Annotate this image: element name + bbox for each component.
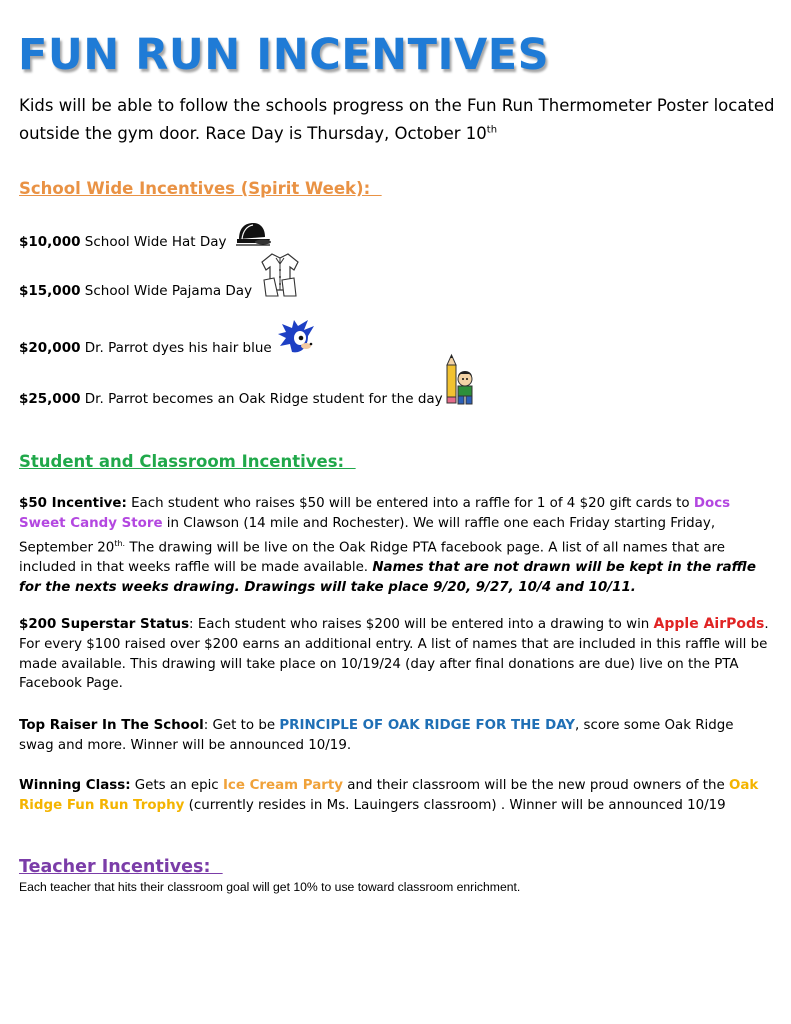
tier-10000	[19, 234, 227, 250]
date-superscript: th.	[114, 538, 126, 548]
prize-name: Apple AirPods	[653, 616, 765, 632]
tier-text: Dr. Parrot becomes an Oak Ridge student for the day	[80, 391, 443, 407]
ice-cream-party: Ice Cream Party	[222, 778, 343, 793]
tier-amount: $20,000	[19, 340, 81, 356]
pajama-icon	[258, 250, 302, 298]
blue-hedgehog-icon	[278, 320, 314, 354]
tier-15000	[19, 283, 252, 299]
paragraph-text: , score some Oak Ridge swag and more. Winner will be announced 10/19.	[19, 718, 734, 753]
paragraph-text: : Get to be	[203, 718, 280, 733]
raffle-note: Names that are not drawn will be kept in the raffle for the nexts weeks drawing. Drawings will take place 9/20, 9/27, 10/4 and 10/11.	[19, 559, 756, 595]
tier-amount: $25,000	[19, 391, 81, 407]
tier-text: School Wide Pajama Day	[80, 283, 253, 299]
student-heading: Student and Classroom Incentives:	[19, 452, 356, 471]
paragraph-text: and their classroom will be the new proud owners of the	[343, 778, 729, 793]
paragraph-text: in Clawson (14 mile and Rochester). We will raffle one each Friday starting Friday, September 20	[19, 515, 716, 556]
intro-text: Kids will be able to follow the schools progress on the Fun Run Thermometer Poster located outside the gym door. Race Day is Thursday, October 10	[19, 96, 775, 143]
teacher-text: Each teacher that hits their classroom goal will get 10% to use toward classroom enrichment.	[19, 880, 521, 894]
page-title: FUN RUN INCENTIVES	[18, 30, 550, 80]
tier-text: School Wide Hat Day	[80, 234, 227, 250]
tier-25000	[19, 391, 443, 407]
cap-icon	[234, 221, 272, 247]
incentive-label: Top Raiser In The School	[19, 718, 204, 733]
incentive-200-paragraph	[19, 615, 771, 694]
intro-superscript: th	[486, 124, 498, 136]
school-wide-heading: School Wide Incentives (Spirit Week):	[19, 179, 382, 198]
candy-store-name: Docs Sweet Candy Store	[19, 496, 731, 531]
incentive-label: $200 Superstar Status	[19, 617, 190, 632]
principal-highlight: PRINCIPLE OF OAK RIDGE FOR THE DAY	[279, 718, 575, 733]
trophy-name: Oak Ridge Fun Run Trophy	[19, 778, 759, 813]
top-raiser-paragraph	[19, 716, 771, 756]
paragraph-text: Each student who raises $50 will be entered into a raffle for 1 of 4 $20 gift cards to	[126, 496, 694, 511]
paragraph-text: (currently resides in Ms. Lauingers classroom) . Winner will be announced 10/19	[184, 797, 726, 813]
incentive-50-paragraph	[19, 494, 771, 597]
incentive-label: $50 Incentive:	[19, 496, 127, 511]
incentive-label: Winning Class:	[19, 778, 131, 793]
student-pencil-icon	[443, 353, 477, 407]
intro-paragraph	[19, 92, 779, 148]
paragraph-text: . For every $100 raised over $200 earns an additional entry. A list of names that are included in this raffle will be made available. This drawing will take place on 10/19/24 (day after final donations are due) live on the PTA Facebook Page.	[19, 617, 769, 692]
tier-amount: $15,000	[19, 283, 81, 299]
paragraph-text: : Each student who raises $200 will be entered into a drawing to win	[189, 617, 654, 632]
paragraph-text: Gets an epic	[130, 778, 223, 793]
tier-text: Dr. Parrot dyes his hair blue	[80, 340, 272, 356]
paragraph-text: The drawing will be live on the Oak Ridge PTA facebook page. A list of all names that are included in that weeks raffle will be made available.	[19, 540, 725, 575]
winning-class-paragraph	[19, 776, 771, 816]
tier-20000	[19, 340, 272, 356]
tier-amount: $10,000	[19, 234, 81, 250]
teacher-heading: Teacher Incentives:	[19, 857, 223, 877]
